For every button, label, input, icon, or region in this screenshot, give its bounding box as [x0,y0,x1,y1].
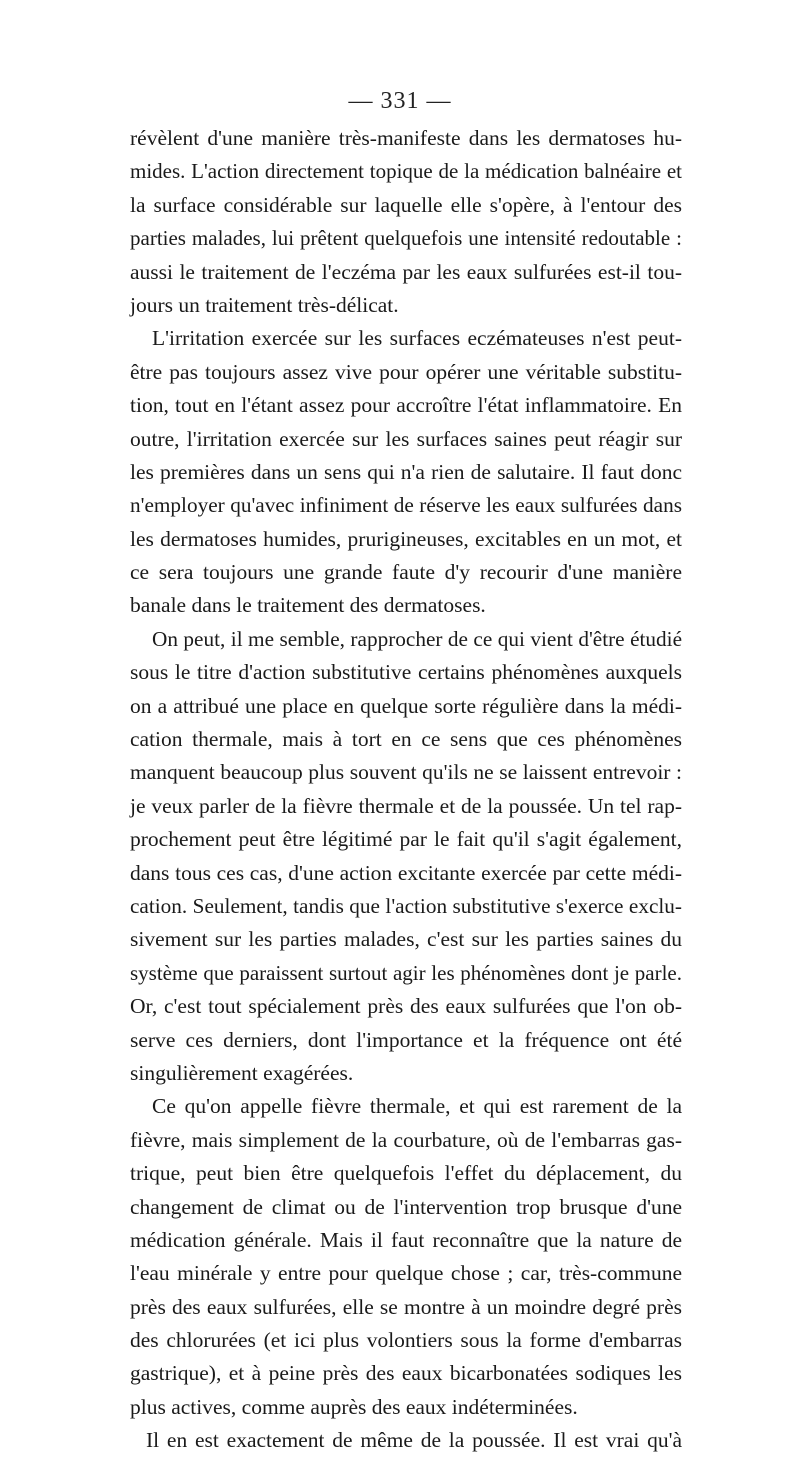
text-line: aussi le traitement de l'eczéma par les eaux sulfurées est-il tou- [130,259,682,284]
text-line: plus actives, comme auprès des eaux indéterminées. [130,1394,578,1419]
text-line: Or, c'est tout spécialement près des eaux sulfurées que l'on ob- [130,994,682,1019]
text-line: l'eau minérale y entre pour quelque chose ; car, très-commune [130,1261,682,1286]
text-line: dans tous ces cas, d'une action excitante exercée par cette médi- [130,860,682,885]
text-line: manquent beaucoup plus souvent qu'ils ne se laissent entrevoir : [130,760,682,785]
text-line: n'employer qu'avec infiniment de réserve les eaux sulfurées dans [130,493,682,518]
text-line: fièvre, mais simplement de la courbature, où de l'embarras gas- [130,1127,682,1152]
text-line: on a attribué une place en quelque sorte régulière dans la médi- [130,693,682,718]
text-line: serve ces derniers, dont l'importance et la fréquence ont été [130,1027,682,1052]
text-line: Ce qu'on appelle fièvre thermale, et qui est rarement de la [152,1094,682,1119]
text-line: près des eaux sulfurées, elle se montre à un moindre degré près [130,1294,682,1319]
page-number: — 331 — [348,88,452,114]
text-line: parties malades, lui prêtent quelquefois une intensité redoutable : [130,226,682,251]
text-line: jours un traitement très-délicat. [130,292,399,317]
text-line: cation thermale, mais à tort en ce sens que ces phénomènes [130,727,682,752]
text-line: changement de climat ou de l'intervention trop brusque d'une [130,1194,682,1219]
text-line: Il en est exactement de même de la poussée. Il est vrai qu'à [146,1428,682,1453]
text-line: médication générale. Mais il faut reconnaître que la nature de [130,1227,682,1252]
text-line: être pas toujours assez vive pour opérer une véritable substitu- [130,359,682,384]
text-line: des chlorurées (et ici plus volontiers sous la forme d'embarras [130,1328,682,1353]
text-line: gastrique), et à peine près des eaux bicarbonatées sodiques les [130,1361,682,1386]
text-line: mides. L'action directement topique de la médication balnéaire et [130,159,682,184]
text-line: banale dans le traitement des dermatoses. [130,593,486,618]
text-line: les dermatoses humides, prurigineuses, excitables en un mot, et [130,526,682,551]
text-line: je veux parler de la fièvre thermale et de la poussée. Un tel rap- [130,793,682,818]
text-line: révèlent d'une manière très-manifeste dans les dermatoses hu- [130,126,682,150]
text-line: les premières dans un sens qui n'a rien de salutaire. Il faut donc [130,459,682,484]
text-line: système que paraissent surtout agir les phénomènes dont je parle. [130,960,682,985]
text-line: sivement sur les parties malades, c'est sur les parties saines du [130,927,682,952]
text-line: outre, l'irritation exercée sur les surfaces saines peut réagir sur [130,426,682,451]
body-text [130,122,682,1458]
text-line: singulièrement exagérées. [130,1060,354,1085]
text-line: sous le titre d'action substitutive certains phénomènes auxquels [130,660,682,685]
text-line: ce sera toujours une grande faute d'y recourir d'une manière [130,560,682,585]
text-line: trique, peut bien être quelquefois l'effet du déplacement, du [130,1161,682,1186]
text-line: prochement peut être légitimé par le fait qu'il s'agit également, [130,827,682,852]
text-line: On peut, il me semble, rapprocher de ce qui vient d'être étudié [152,626,682,651]
text-line: tion, tout en l'étant assez pour accroître l'état inflammatoire. En [130,393,682,418]
text-line: cation. Seulement, tandis que l'action substitutive s'exerce exclu- [130,893,682,918]
text-line: la surface considérable sur laquelle elle s'opère, à l'entour des [130,192,682,217]
text-line: L'irritation exercée sur les surfaces eczémateuses n'est peut- [152,326,682,351]
